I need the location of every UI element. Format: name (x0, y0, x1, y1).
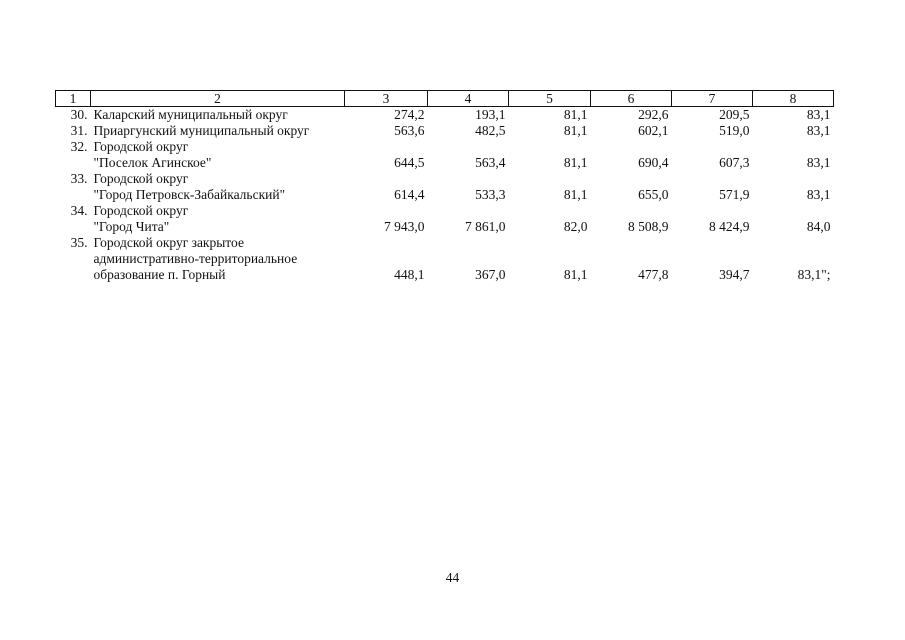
value-cell (753, 235, 834, 251)
value-cell (591, 235, 672, 251)
value-cell: 448,1 (394, 267, 425, 282)
region-name: Приаргунский муниципальный округ (93, 123, 310, 138)
region-name: административно-территориальное (93, 251, 298, 266)
value-cell (672, 139, 753, 155)
value-cell: 83,1 (806, 123, 831, 138)
value-cell: 533,3 (475, 187, 506, 202)
value-cell (345, 171, 428, 187)
page-number: 44 (445, 570, 460, 585)
value-cell: 607,3 (719, 155, 750, 170)
region-name: Городской округ (93, 139, 189, 154)
row-number: 33. (70, 171, 88, 186)
value-cell: 8 508,9 (628, 219, 669, 234)
value-cell (753, 139, 834, 155)
value-cell (428, 235, 509, 251)
value-cell: 292,6 (638, 107, 669, 122)
row-number: 35. (70, 235, 88, 250)
value-cell: 8 424,9 (709, 219, 750, 234)
value-cell (345, 251, 428, 267)
value-cell (428, 171, 509, 187)
value-cell: 83,1"; (797, 267, 831, 282)
value-cell: 477,8 (638, 267, 669, 282)
value-cell (672, 203, 753, 219)
column-header: 4 (428, 91, 509, 107)
value-cell (672, 251, 753, 267)
value-cell: 690,4 (638, 155, 669, 170)
value-cell (509, 139, 591, 155)
value-cell: 83,1 (806, 107, 831, 122)
value-cell (509, 203, 591, 219)
value-cell: 614,4 (394, 187, 425, 202)
region-name: "Город Чита" (93, 219, 170, 234)
value-cell (753, 203, 834, 219)
value-cell (428, 251, 509, 267)
column-header: 6 (591, 91, 672, 107)
value-cell: 209,5 (719, 107, 750, 122)
value-cell: 394,7 (719, 267, 750, 282)
header-row (56, 91, 834, 107)
region-name: образование п. Горный (93, 267, 226, 282)
region-name: Городской округ (93, 203, 189, 218)
value-cell: 602,1 (638, 123, 669, 138)
value-cell: 7 861,0 (465, 219, 506, 234)
value-cell (345, 235, 428, 251)
table-row (56, 235, 834, 251)
value-cell (428, 139, 509, 155)
value-cell: 82,0 (563, 219, 588, 234)
value-cell: 367,0 (475, 267, 506, 282)
table-row (56, 187, 834, 203)
value-cell: 274,2 (394, 107, 425, 122)
value-cell (591, 139, 672, 155)
value-cell (428, 203, 509, 219)
region-name: "Поселок Агинское" (93, 155, 212, 170)
table-row (56, 171, 834, 187)
column-header: 3 (345, 91, 428, 107)
row-number: 32. (70, 139, 88, 154)
value-cell: 81,1 (563, 187, 588, 202)
table-row (56, 203, 834, 219)
region-name: Каларский муниципальный округ (93, 107, 288, 122)
row-number (56, 251, 91, 267)
value-cell: 83,1 (806, 187, 831, 202)
region-name: Городской округ закрытое (93, 235, 244, 250)
value-cell: 81,1 (563, 107, 588, 122)
value-cell (591, 171, 672, 187)
table-row (56, 251, 834, 267)
row-number (56, 155, 91, 171)
value-cell: 571,9 (719, 187, 750, 202)
value-cell: 482,5 (475, 123, 506, 138)
value-cell (753, 171, 834, 187)
value-cell: 83,1 (806, 155, 831, 170)
value-cell (591, 203, 672, 219)
value-cell (509, 171, 591, 187)
row-number: 34. (70, 203, 88, 218)
value-cell (672, 171, 753, 187)
column-header: 2 (91, 91, 345, 107)
value-cell (509, 235, 591, 251)
value-cell: 655,0 (638, 187, 669, 202)
value-cell: 193,1 (475, 107, 506, 122)
row-number: 31. (70, 123, 88, 138)
column-header: 8 (753, 91, 834, 107)
region-name: Городской округ (93, 171, 189, 186)
value-cell: 81,1 (563, 155, 588, 170)
row-number: 30. (70, 107, 88, 122)
table-row (56, 139, 834, 155)
column-header: 7 (672, 91, 753, 107)
value-cell: 81,1 (563, 123, 588, 138)
value-cell (753, 251, 834, 267)
column-header: 5 (509, 91, 591, 107)
data-table (55, 90, 834, 283)
value-cell (672, 235, 753, 251)
table-row (56, 155, 834, 171)
table-row (56, 107, 834, 124)
value-cell: 563,6 (394, 123, 425, 138)
value-cell (345, 203, 428, 219)
value-cell (345, 139, 428, 155)
row-number (56, 219, 91, 235)
table-row (56, 219, 834, 235)
table-row (56, 267, 834, 283)
row-number (56, 267, 91, 283)
region-name: "Город Петровск-Забайкальский" (93, 187, 286, 202)
value-cell (591, 251, 672, 267)
row-number (56, 187, 91, 203)
value-cell: 519,0 (719, 123, 750, 138)
value-cell: 81,1 (563, 267, 588, 282)
column-header: 1 (56, 91, 91, 107)
table-row (56, 123, 834, 139)
value-cell: 7 943,0 (384, 219, 425, 234)
value-cell: 563,4 (475, 155, 506, 170)
value-cell: 644,5 (394, 155, 425, 170)
value-cell (509, 251, 591, 267)
value-cell: 84,0 (806, 219, 831, 234)
